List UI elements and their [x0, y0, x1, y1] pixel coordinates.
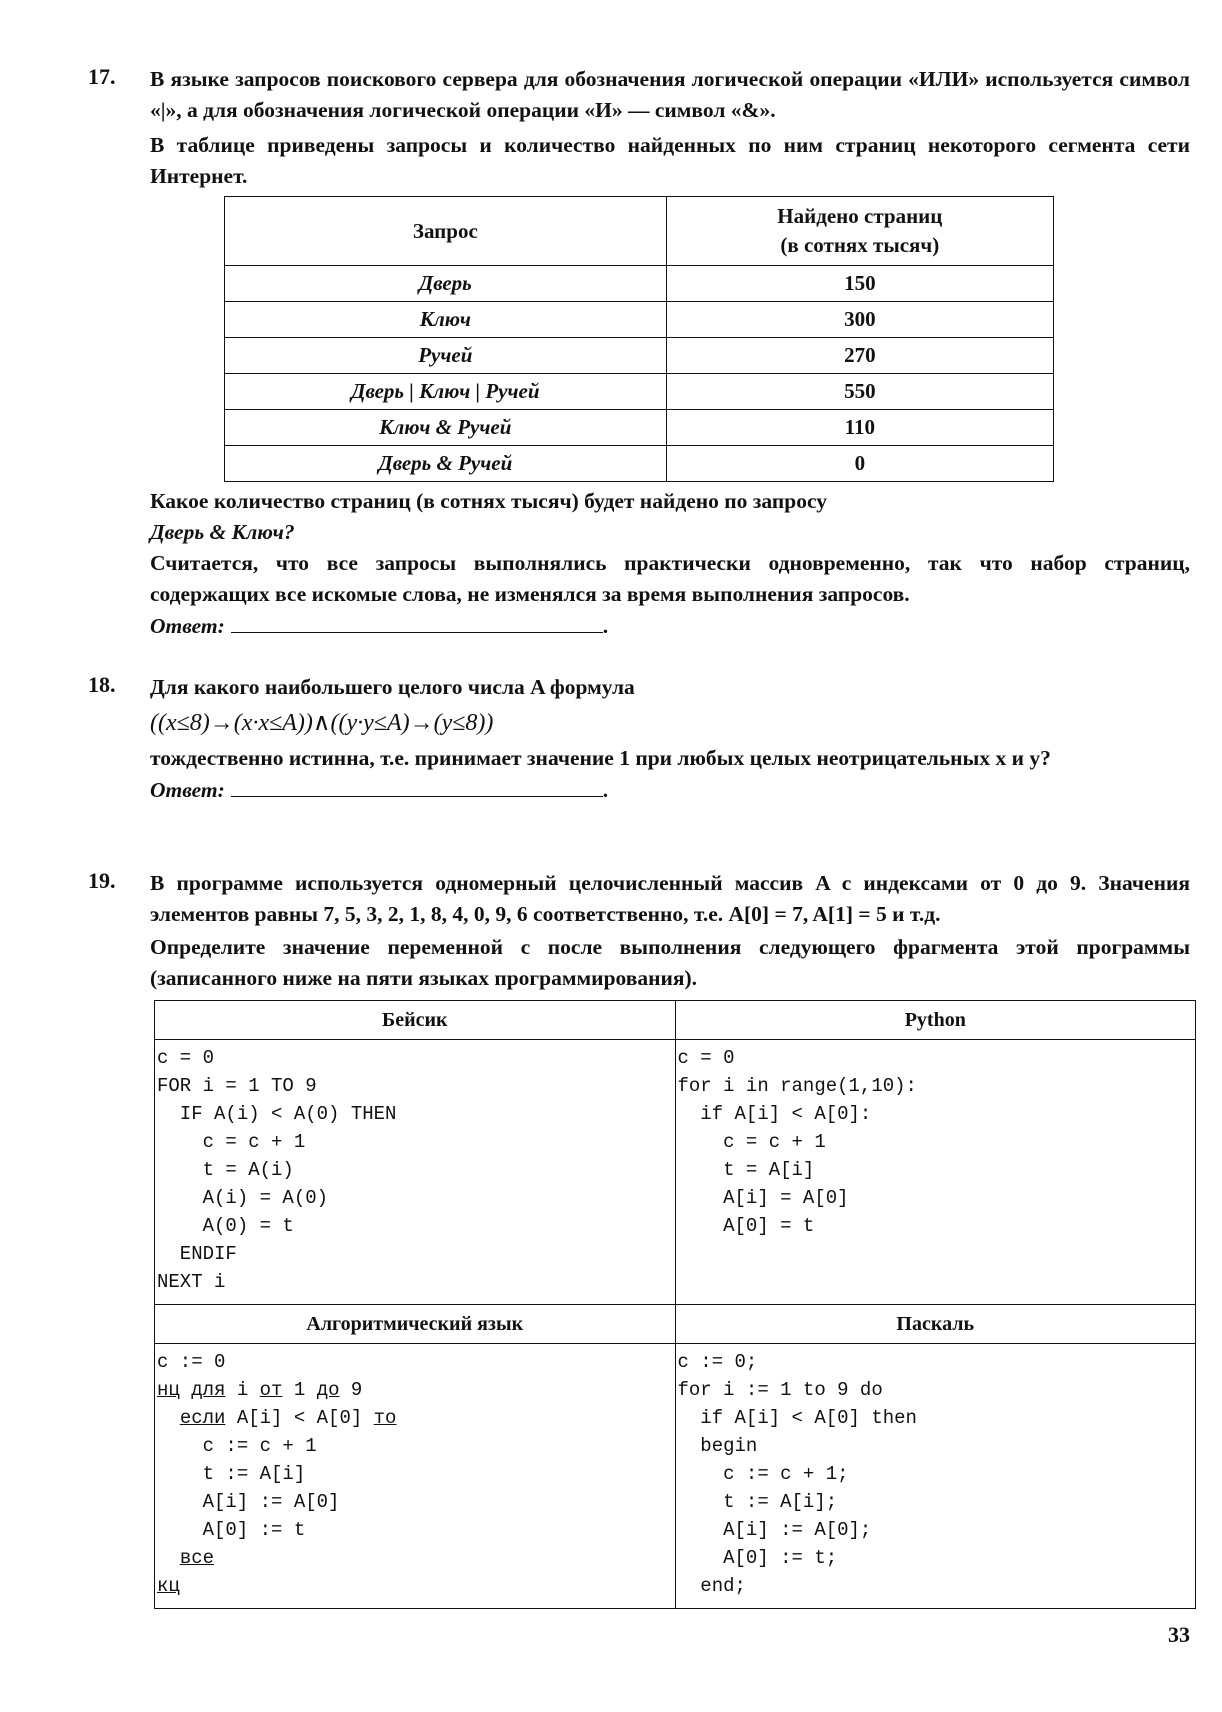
- question-18: 18. Для какого наибольшего целого числа A формула ((x≤8)→(x·x≤A))∧((y·y≤A)→(y≤8)) тождественно истинна, т.е. принимает значение 1 при любых целых неотрицательных x и y? Ответ: .: [88, 672, 1190, 806]
- answer-label: Ответ:: [150, 778, 225, 802]
- query-cell: Дверь | Ключ | Ручей: [225, 374, 667, 410]
- count-cell: 150: [666, 266, 1053, 302]
- keyword: кц: [157, 1575, 180, 1597]
- keyword: то: [373, 1407, 397, 1429]
- keyword: нц: [157, 1379, 180, 1401]
- col-header-count: [666, 197, 1053, 266]
- code-line: [157, 1460, 675, 1488]
- code-line: for i := 1 to 9 do: [677, 1379, 883, 1401]
- table-row: [225, 302, 1054, 338]
- code-line: NEXT i: [157, 1271, 226, 1293]
- query-table: [224, 196, 1054, 482]
- question-17: 17. В языке запросов поискового сервера для обозначения логической операции «ИЛИ» используется символ «|», а для обозначения логической операции «И» — символ «&». В таблице приведены запросы и количество найденных по ним страниц некоторого сегмента сети Интернет. Запрос Найдено страниц (в сотнях тысяч) Дверь 150 Ключ 300 Ручей 270 Дверь | Ключ | Ручей 550 Ключ & Ручей 110 Дверь & Ручей 0 Какое количество страниц (в сотнях тысяч) будет найдено по запросу Дверь & Ключ? Считается, что все запросы выполнялись практически одновременно, так что набор страниц, содержащих все искомые слова, не изменялся за время выполнения запросов. Ответ: .: [88, 64, 1190, 638]
- code-line: begin: [677, 1435, 758, 1457]
- table-row: [225, 446, 1054, 482]
- python-code: [675, 1040, 1196, 1305]
- code-line: t = A(i): [157, 1159, 294, 1181]
- table-row: [225, 266, 1054, 302]
- q18-question: тождественно истинна, т.е. принимает значение 1 при любых целых неотрицательных x и y?: [150, 746, 1051, 770]
- code-token: 9: [350, 1379, 363, 1401]
- query-cell: Ручей: [225, 338, 667, 374]
- q17-table-intro: В таблице приведены запросы и количество найденных по ним страниц некоторого сегмента сети Интернет.: [150, 133, 1190, 188]
- keyword: для: [191, 1379, 226, 1401]
- python-header: Python: [675, 1001, 1196, 1040]
- keyword: от: [259, 1379, 283, 1401]
- answer-field[interactable]: [231, 774, 603, 797]
- code-line: end;: [677, 1575, 746, 1597]
- code-token: A[0] := t: [202, 1519, 306, 1541]
- algo-code: [155, 1344, 676, 1609]
- code-line: IF A(i) < A(0) THEN: [157, 1103, 397, 1125]
- code-line: [157, 1376, 675, 1404]
- code-token: A[i] := A[0]: [202, 1491, 340, 1513]
- code-line: c := c + 1;: [677, 1463, 849, 1485]
- col-header-query: Запрос: [225, 197, 667, 266]
- code-line: [157, 1404, 675, 1432]
- code-token: t := A[i]: [202, 1463, 306, 1485]
- code-line: A[0] = t: [677, 1215, 815, 1237]
- code-line: for i in range(1,10):: [677, 1075, 917, 1097]
- count-cell: 300: [666, 302, 1053, 338]
- code-line: c = c + 1: [677, 1131, 826, 1153]
- q17-query: Дверь & Ключ?: [150, 520, 295, 544]
- code-line: [157, 1432, 675, 1460]
- code-token: c := c + 1: [202, 1435, 317, 1457]
- code-line: c := 0;: [677, 1351, 758, 1373]
- code-line: c = 0: [157, 1047, 215, 1069]
- code-line: c := 0: [157, 1351, 226, 1373]
- query-cell: Дверь & Ручей: [225, 446, 667, 482]
- table-row: [225, 374, 1054, 410]
- keyword: до: [316, 1379, 340, 1401]
- count-cell: 270: [666, 338, 1053, 374]
- code-line: A[i] = A[0]: [677, 1187, 849, 1209]
- q17-note: Считается, что все запросы выполнялись практически одновременно, так что набор страниц, содержащих все искомые слова, не изменялся за время выполнения запросов.: [150, 551, 1190, 606]
- code-line: t := A[i];: [677, 1491, 838, 1513]
- keyword: все: [179, 1547, 215, 1569]
- basic-header: Бейсик: [155, 1001, 676, 1040]
- q19-intro: В программе используется одномерный целочисленный массив A с индексами от 0 до 9. Значения элементов равны 7, 5, 3, 2, 1, 8, 4, 0, 9, 6 соответственно, т.е. A[0] = 7, A[1] = 5 и т.д.: [150, 871, 1190, 926]
- code-token: A[i] < A[0]: [236, 1407, 363, 1429]
- keyword: если: [179, 1407, 226, 1429]
- code-line: [157, 1544, 675, 1572]
- count-cell: 110: [666, 410, 1053, 446]
- table-row: [225, 338, 1054, 374]
- question-19: [88, 868, 1190, 1609]
- code-line: if A[i] < A[0]:: [677, 1103, 872, 1125]
- code-line: [157, 1488, 675, 1516]
- table-row: [225, 410, 1054, 446]
- q18-intro: Для какого наибольшего целого числа A формула: [150, 675, 635, 699]
- code-line: A(i) = A(0): [157, 1187, 329, 1209]
- code-line: ENDIF: [157, 1243, 237, 1265]
- pascal-header: Паскаль: [675, 1305, 1196, 1344]
- query-cell: Ключ & Ручей: [225, 410, 667, 446]
- code-line: [157, 1516, 675, 1544]
- pascal-code: [675, 1344, 1196, 1609]
- answer-field[interactable]: [231, 610, 603, 633]
- code-line: [157, 1572, 675, 1600]
- question-number: 18.: [88, 672, 116, 697]
- code-line: t = A[i]: [677, 1159, 815, 1181]
- count-cell: 0: [666, 446, 1053, 482]
- answer-label: Ответ:: [150, 614, 225, 638]
- q17-question: Какое количество страниц (в сотнях тысяч) будет найдено по запросу: [150, 489, 827, 513]
- q18-formula: ((x≤8)→(x·x≤A))∧((y·y≤A)→(y≤8)): [150, 710, 494, 736]
- code-token: i: [236, 1379, 249, 1401]
- code-line: if A[i] < A[0] then: [677, 1407, 917, 1429]
- table-header-row: [225, 197, 1054, 266]
- question-number: 17.: [88, 64, 116, 89]
- q19-question: Определите значение переменной c после выполнения следующего фрагмента этой программы (записанного ниже на пяти языках программирования).: [150, 935, 1190, 990]
- algo-header: Алгоритмический язык: [155, 1305, 676, 1344]
- page-number: 33: [1168, 1622, 1190, 1647]
- code-line: FOR i = 1 TO 9: [157, 1075, 317, 1097]
- query-cell: Дверь: [225, 266, 667, 302]
- code-table: [154, 1000, 1196, 1609]
- code-line: A(0) = t: [157, 1215, 294, 1237]
- q17-intro: В языке запросов поискового сервера для обозначения логической операции «ИЛИ» используется символ «|», а для обозначения логической операции «И» — символ «&».: [150, 67, 1190, 122]
- basic-code: [155, 1040, 676, 1305]
- col-header-count-line1: Найдено страниц: [777, 204, 943, 228]
- col-header-count-line2: (в сотнях тысяч): [780, 233, 940, 257]
- code-line: c = 0: [677, 1047, 735, 1069]
- query-cell: Ключ: [225, 302, 667, 338]
- question-number: 19.: [88, 868, 116, 893]
- code-line: A[0] := t;: [677, 1547, 838, 1569]
- code-line: c = c + 1: [157, 1131, 306, 1153]
- code-line: A[i] := A[0];: [677, 1519, 872, 1541]
- count-cell: 550: [666, 374, 1053, 410]
- code-token: 1: [293, 1379, 306, 1401]
